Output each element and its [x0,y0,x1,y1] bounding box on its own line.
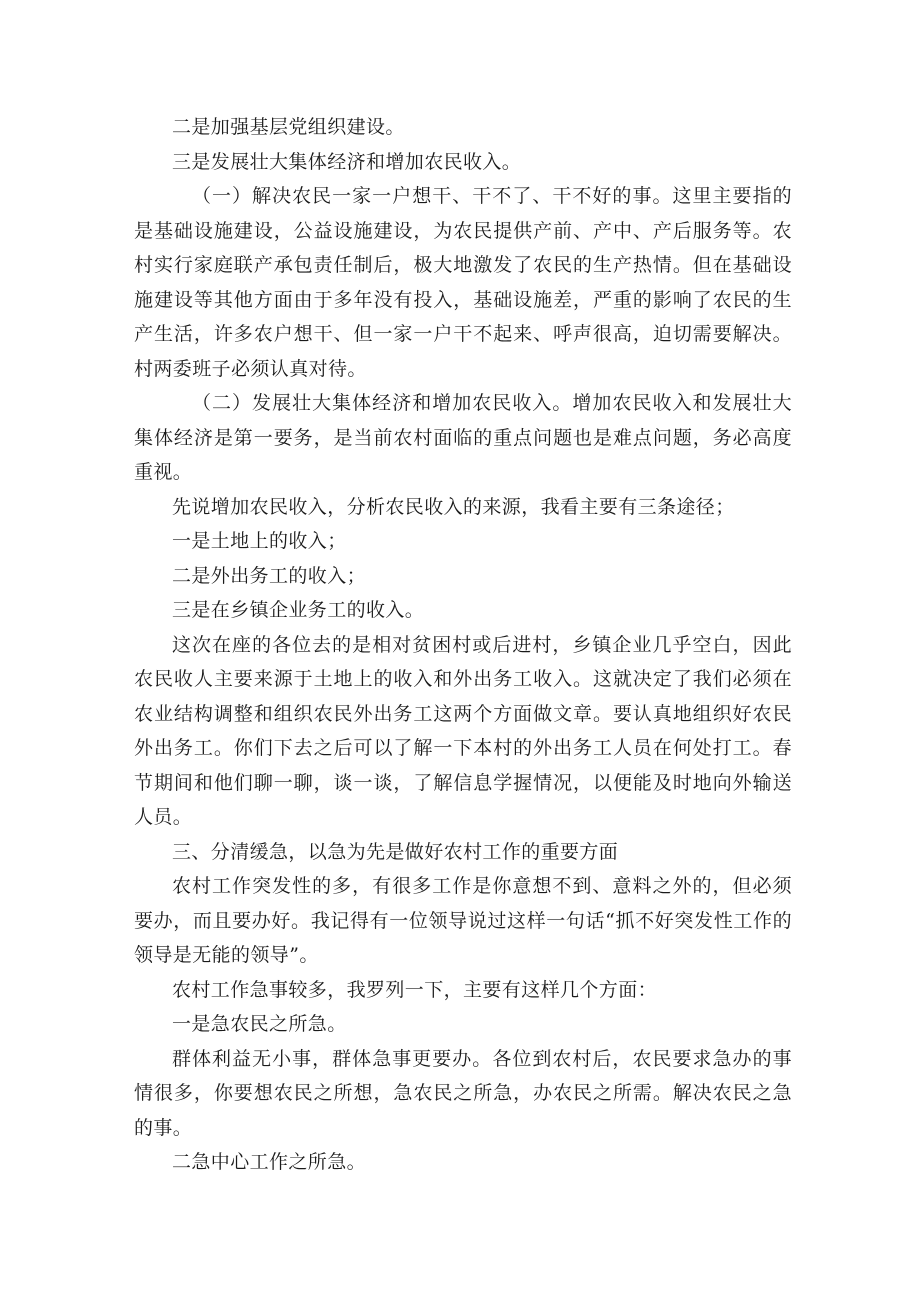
paragraph: 三是发展壮大集体经济和增加农民收入。 [172,150,522,173]
document-body [134,110,792,1180]
section-heading: 三、分清缓急，以急为先是做好农村工作的重要方面 [172,840,619,863]
paragraph: 农村工作突发性的多，有很多工作是你意想不到、意料之外的，但必须要办，而且要办好。我记得有一位领导说过这样一句话“抓不好突发性工作的领导是无能的领导”。 [134,875,792,966]
paragraph: 二是外出务工的收入； [172,564,367,587]
paragraph: （一）解决农民一家一户想干、干不了、干不好的事。这里主要指的是基础设施建设，公益设施建设，为农民提供产前、产中、产后服务等。农村实行家庭联产承包责任制后，极大地激发了农民的生产热情。但在基础设施建设等其他方面由于多年没有投入，基础设施差，严重的影响了农民的生产生活，许多农户想干、但一家一户干不起来、呼声很高，迫切需要解决。村两委班子必须认真对待。 [134,185,792,380]
paragraph: （二）发展壮大集体经济和增加农民收入。增加农民收入和发展壮大集体经济是第一要务，是当前农村面临的重点问题也是难点问题，务必高度重视。 [134,392,792,483]
paragraph: 一是急农民之所急。 [172,1013,347,1035]
paragraph: 群体利益无小事，群体急事更要办。各位到农村后，农民要求急办的事情很多，你要想农民之所想，急农民之所急，办农民之所需。解决农民之急的事。 [134,1047,792,1139]
paragraph: 先说增加农民收入，分析农民收入的来源，我看主要有三条途径； [172,495,735,518]
paragraph: 三是在乡镇企业务工的收入。 [172,599,425,621]
paragraph: 农村工作急事较多，我罗列一下，主要有这样几个方面： [172,978,658,1001]
paragraph: 一是土地上的收入； [172,530,347,552]
paragraph: 二是加强基层党组织建设。 [172,116,405,138]
paragraph: 二急中心工作之所急。 [172,1151,367,1173]
paragraph: 这次在座的各位去的是相对贫困村或后进村，乡镇企业几乎空白，因此农民收人主要来源于土地上的收入和外出务工收入。这就决定了我们必须在农业结构调整和组织农民外出务工这两个方面做文章。要认真地组织好农民外出务工。你们下去之后可以了解一下本村的外出务工人员在何处打工。春节期间和他们聊一聊，谈一谈，了解信息学握情况，以便能及时地向外输送人员。 [134,633,792,828]
